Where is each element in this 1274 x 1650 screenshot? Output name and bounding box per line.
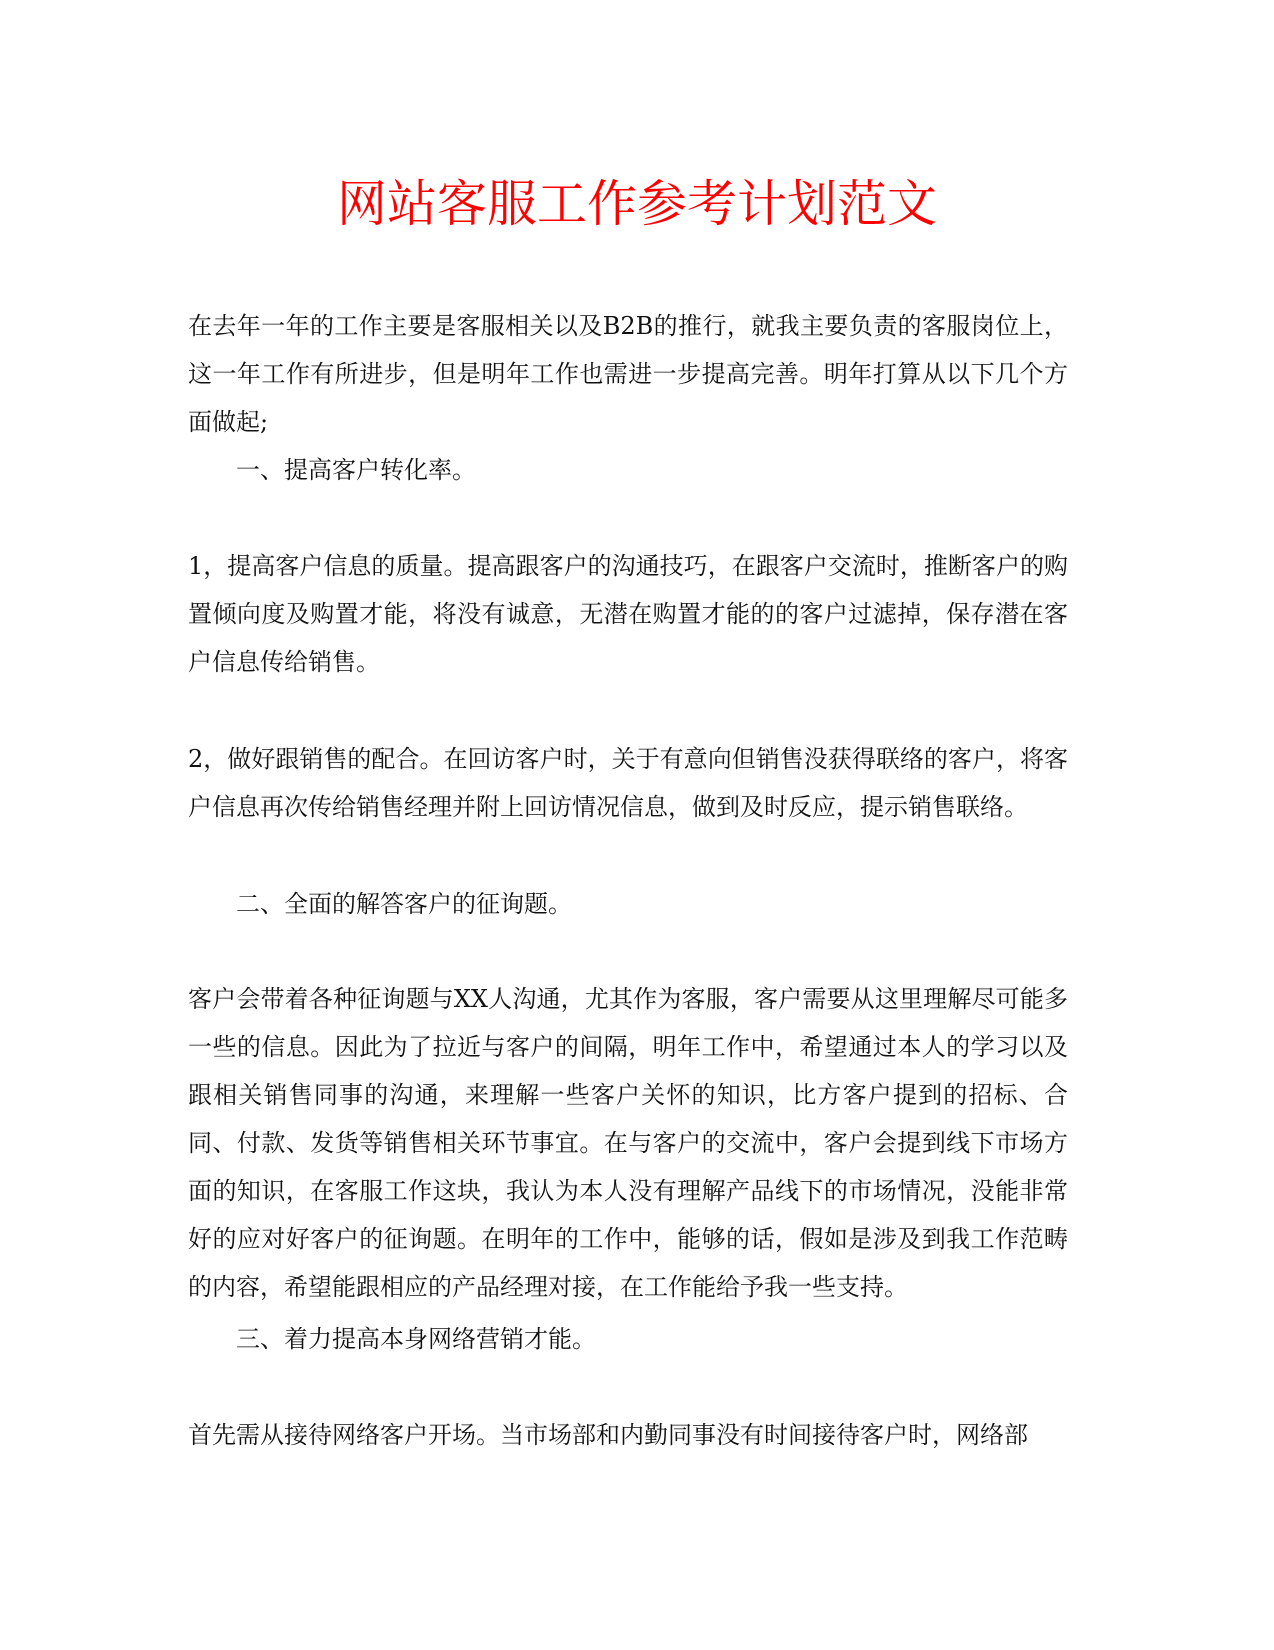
paragraph-section-2: 客户会带着各种征询题与XX人沟通，尤其作为客服，客户需要从这里理解尽可能多一些的信息。因此为了拉近与客户的间隔，明年工作中，希望通过本人的学习以及跟相关销售同事的沟通，来理解一些客户关怀的知识，比方客户提到的招标、合同、付款、发货等销售相关环节事宜。在与客户的交流中，客户会提到线下市场方面的知识，在客服工作这块，我认为本人没有理解产品线下的市场情况，没能非常好的应对好客户的征询题。在明年的工作中，能够的话，假如是涉及到我工作范畴的内容，希望能跟相应的产品经理对接，在工作能给予我一些支持。 <box>188 985 1068 1301</box>
paragraph-intro: 在去年一年的工作主要是客服相关以及B2B的推行，就我主要负责的客服岗位上，这一年工作有所进步，但是明年工作也需进一步提高完善。明年打算从以下几个方面做起; <box>188 312 1068 436</box>
paragraph-item-2: 2，做好跟销售的配合。在回访客户时，关于有意向但销售没获得联络的客户，将客户信息再次传给销售经理并附上回访情况信息，做到及时反应，提示销售联络。 <box>188 745 1068 821</box>
paragraph-section-3: 首先需从接待网络客户开场。当市场部和内勤同事没有时间接待客户时，网络部 <box>188 1421 1028 1449</box>
section-heading-3: 三、着力提高本身网络营销才能。 <box>236 1325 596 1353</box>
section-heading-1: 一、提高客户转化率。 <box>236 456 476 484</box>
section-heading-2: 二、全面的解答客户的征询题。 <box>236 890 572 918</box>
paragraph-item-1: 1，提高客户信息的质量。提高跟客户的沟通技巧，在跟客户交流时，推断客户的购置倾向度及购置才能，将没有诚意，无潜在购置才能的的客户过滤掉，保存潜在客户信息传给销售。 <box>188 552 1068 676</box>
document-title: 网站客服工作参考计划范文 <box>337 175 937 233</box>
